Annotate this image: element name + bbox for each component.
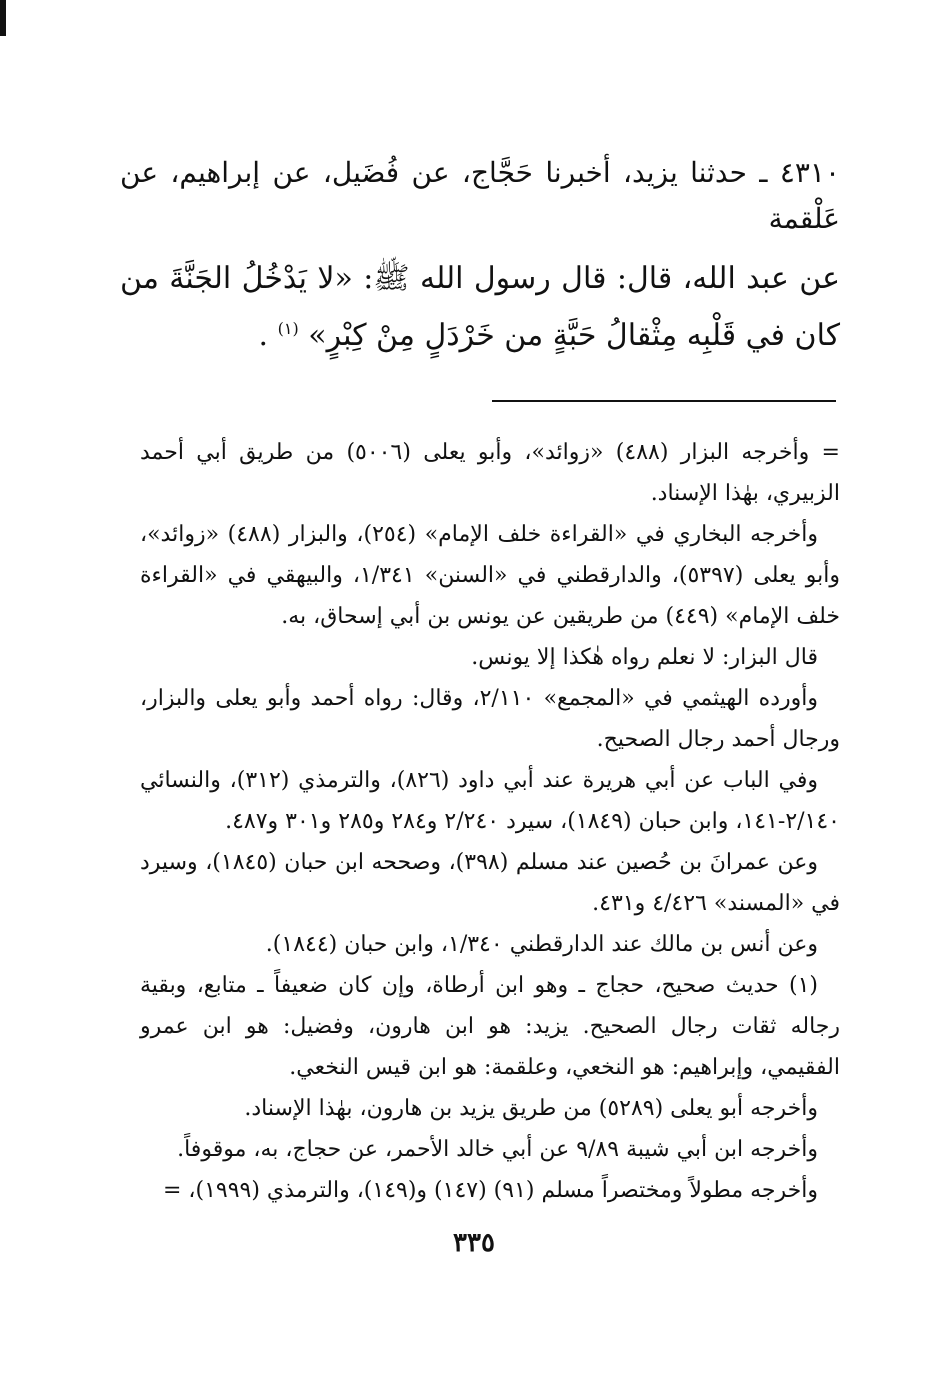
- note-bazzar-comment: قال البزار: لا نعلم رواه هٰكذا إلا يونس.: [471, 645, 818, 670]
- note-ibn-abi-shayba: وأخرجه ابن أبي شيبة ٩/٨٩ عن أبي خالد الأحمر، عن حجاج، به، موقوفاً.: [177, 1137, 818, 1162]
- note-continued: = وأخرجه البزار (٤٨٨) «زوائد»، وأبو يعلى (٥٠٠٦) من طريق أبي أحمد الزبيري، بهٰذا الإسناد.: [140, 440, 840, 506]
- note-muslim: وأخرجه مطولاً ومختصراً مسلم (٩١) (١٤٧) و(١٤٩)، والترمذي (١٩٩٩)، =: [162, 1178, 818, 1203]
- footnote-divider: [492, 400, 836, 402]
- note-bukhari: وأخرجه البخاري في «القراءة خلف الإمام» (٢٥٤)، والبزار (٤٨٨) «زوائد»، وأبو يعلى (٥٣٩٧)، والدارقطني في «السنن» ١/٣٤١، والبيهقي في «القراءة خلف الإمام» (٤٤٩) من طريقين عن يونس بن أبي إسحاق، به.: [140, 522, 840, 629]
- note-haythami: وأورده الهيثمي في «المجمع» ٢/١١٠، وقال: رواه أحمد وأبو يعلى والبزار، ورجال أحمد رجال الصحيح.: [140, 686, 840, 752]
- note-anas: وعن أنس بن مالك عند الدارقطني ١/٣٤٠، وابن حبان (١٨٤٤).: [265, 932, 818, 957]
- note-imran: وعن عمرانَ بن حُصين عند مسلم (٣٩٨)، وصححه ابن حبان (١٨٤٥)، وسيرد في «المسند» ٤/٤٢٦ و٤٣١.: [140, 850, 840, 916]
- page-number: ٣٣٥: [453, 1228, 495, 1258]
- note-abu-hurayra: وفي الباب عن أبي هريرة عند أبي داود (٨٢٦)، والترمذي (٣١٢)، والنسائي ٢/١٤٠-١٤١، وابن حبان (١٨٤٩)، سيرد ٢/٢٤٠ و٢٨٤ و٢٨٥ و٣٠١ و٤٨٧.: [140, 768, 840, 834]
- hadith-matn-text: عن عبد الله، قال: قال رسول الله ﷺ: «لا يَدْخُلُ الجَنَّةَ من كان في قَلْبِه مِثْقالُ حَبَّةٍ من خَرْدَلٍ مِنْ كِبْرٍ»: [120, 261, 840, 353]
- hadith-block: [120, 150, 840, 361]
- note-abu-yala: وأخرجه أبو يعلى (٥٢٨٩) من طريق يزيد بن هارون، بهٰذا الإسناد.: [244, 1096, 818, 1121]
- footnote-ref: (١): [277, 319, 299, 338]
- corner-mark: [0, 0, 6, 36]
- footnote-1: (١) حديث صحيح، حجاج ـ وهو ابن أرطاة، وإن كان ضعيفاً ـ متابع، وبقية رجاله ثقات رجال الصحيح. يزيد: هو ابن هارون، وفضيل: هو ابن عمرو الفقيمي، وإبراهيم: هو النخعي، وعلقمة: هو ابن قيس النخعي.: [140, 973, 840, 1080]
- hadith-matn: [120, 254, 840, 361]
- footnotes: [140, 432, 840, 1211]
- end-mark: .: [258, 318, 269, 353]
- hadith-isnad: ٤٣١٠ ـ حدثنا يزيد، أخبرنا حَجَّاج، عن فُضَيل، عن إبراهيم، عن عَلْقمة: [120, 156, 840, 235]
